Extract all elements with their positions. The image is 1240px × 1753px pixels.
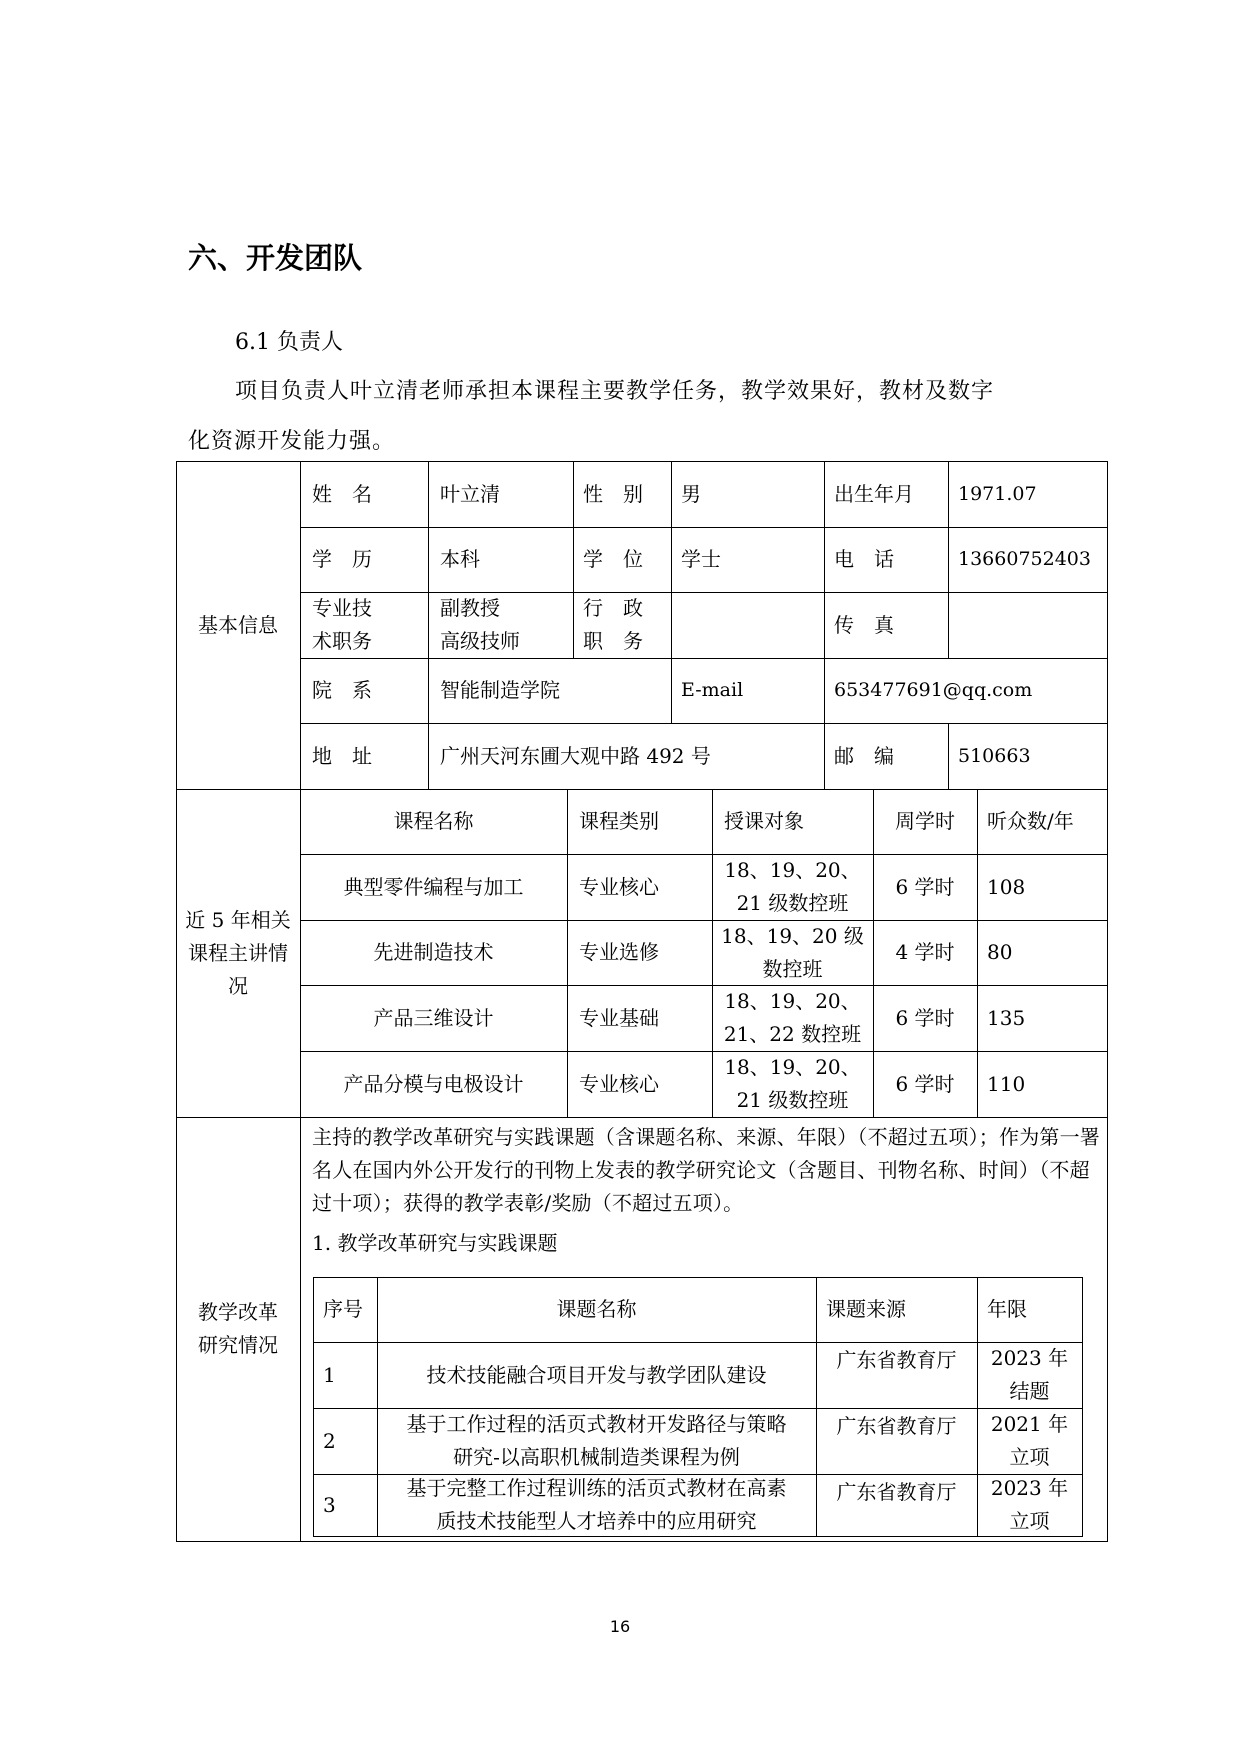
course-row-name: 产品三维设计 — [373, 1005, 494, 1030]
email-value: 653477691@qq.com — [834, 679, 1033, 701]
zip-value: 510663 — [958, 744, 1031, 767]
reform-row-no: 2 — [323, 1428, 336, 1453]
reform-row-title: 基于完整工作过程训练的活页式教材在高素 质技术技能型人才培养中的应用研究 — [406, 1476, 787, 1533]
course-row-name: 典型零件编程与加工 — [343, 874, 524, 899]
reform-row-year: 2021 年 立项 — [990, 1412, 1069, 1469]
reform-label: 教学改革 研究情况 — [198, 1300, 278, 1357]
course-row-target: 18、19、20、 21、22 数控班 — [723, 989, 862, 1046]
fax-value — [958, 592, 1108, 658]
reform-subtitle: 1. 教学改革研究与实践课题 — [312, 1230, 558, 1255]
addr-value: 广州天河东圃大观中路 492 号 — [440, 743, 711, 768]
gender-label: 性 别 — [583, 481, 643, 506]
course-row-audience: 110 — [987, 1071, 1026, 1096]
course-row-type: 专业选修 — [579, 940, 659, 964]
admin-value — [681, 592, 824, 658]
course-row-type: 专业核心 — [579, 874, 659, 899]
reform-row-year: 2023 年 立项 — [990, 1476, 1069, 1533]
course-row-type: 专业基础 — [579, 1005, 659, 1030]
reform-row-no: 3 — [323, 1492, 336, 1517]
reform-row-source: 广东省教育厅 — [836, 1347, 957, 1372]
course-row-hours: 4 学时 — [895, 940, 955, 964]
section-title: 六、开发团队 — [188, 241, 363, 275]
edu-label: 学 历 — [312, 547, 372, 571]
birth-value: 1971.07 — [958, 482, 1037, 505]
reform-header-source: 课题来源 — [826, 1297, 906, 1321]
course-header-audience: 听众数/年 — [987, 809, 1074, 833]
reform-header-no: 序号 — [323, 1297, 363, 1321]
course-header-name: 课程名称 — [393, 809, 474, 833]
course-row-name: 先进制造技术 — [373, 940, 494, 964]
courses-label: 近 5 年相关 课程主讲情 况 — [185, 907, 291, 998]
addr-label: 地 址 — [312, 743, 372, 768]
dept-value: 智能制造学院 — [440, 678, 560, 702]
course-row-target: 18、19、20、 21 级数控班 — [724, 1055, 861, 1112]
dept-label: 院 系 — [312, 678, 372, 702]
degree-value: 学士 — [681, 547, 721, 571]
reform-row-title: 基于工作过程的活页式教材开发路径与策略 研究-以高职机械制造类课程为例 — [406, 1412, 787, 1469]
course-row-name: 产品分模与电极设计 — [343, 1071, 524, 1096]
reform-row-year: 2023 年 结题 — [990, 1346, 1069, 1403]
course-row-hours: 6 学时 — [895, 1005, 955, 1030]
reform-description: 主持的教学改革研究与实践课题（含课题名称、来源、年限）（不超过五项）；作为第一署名人在国内外公开发行的刊物上发表的教学研究论文（含题目、刊物名称、时间）（不超过十项）；获得的教学表彰/奖励（不超过五项）。 — [312, 1125, 1100, 1215]
birth-label: 出生年月 — [834, 481, 914, 506]
reform-row-source: 广东省教育厅 — [836, 1479, 957, 1504]
page-number: 16 — [609, 1617, 631, 1636]
gender-value: 男 — [681, 481, 701, 506]
reform-row-title: 技术技能融合项目开发与教学团队建设 — [426, 1362, 767, 1387]
course-header-hours: 周学时 — [895, 809, 955, 833]
reform-header-title: 课题名称 — [556, 1297, 637, 1321]
course-header-target: 授课对象 — [724, 809, 804, 833]
email-label: E-mail — [681, 679, 744, 701]
reform-header-year: 年限 — [987, 1297, 1027, 1321]
course-row-target: 18、19、20 级 数控班 — [721, 923, 864, 981]
subsection-title: 6.1 负责人 — [235, 330, 343, 355]
course-row-audience: 108 — [987, 874, 1026, 899]
phone-label: 电 话 — [834, 547, 894, 571]
phone-value: 13660752403 — [958, 548, 1091, 570]
reform-row-no: 1 — [323, 1362, 336, 1387]
fax-label: 传 真 — [834, 612, 894, 637]
title-value: 副教授 高级技师 — [440, 596, 520, 653]
reform-row-source: 广东省教育厅 — [836, 1413, 957, 1438]
name-value: 叶立清 — [440, 481, 500, 506]
course-header-type: 课程类别 — [579, 809, 659, 833]
admin-label: 行 政 职 务 — [583, 596, 643, 653]
course-row-type: 专业核心 — [579, 1071, 659, 1096]
intro-line-1: 项目负责人叶立清老师承担本课程主要教学任务，教学效果好，教材及数字 — [235, 379, 995, 404]
degree-label: 学 位 — [583, 547, 643, 571]
course-row-hours: 6 学时 — [895, 874, 955, 899]
edu-value: 本科 — [440, 547, 480, 571]
course-row-hours: 6 学时 — [895, 1071, 955, 1096]
course-row-target: 18、19、20、 21 级数控班 — [724, 858, 861, 915]
zip-label: 邮 编 — [834, 743, 894, 768]
name-label: 姓 名 — [312, 481, 372, 506]
course-row-audience: 135 — [987, 1005, 1026, 1030]
title-label: 专业技 术职务 — [312, 596, 372, 653]
course-row-audience: 80 — [987, 940, 1013, 964]
basic-info-label: 基本信息 — [198, 612, 278, 637]
intro-line-2: 化资源开发能力强。 — [188, 429, 396, 454]
